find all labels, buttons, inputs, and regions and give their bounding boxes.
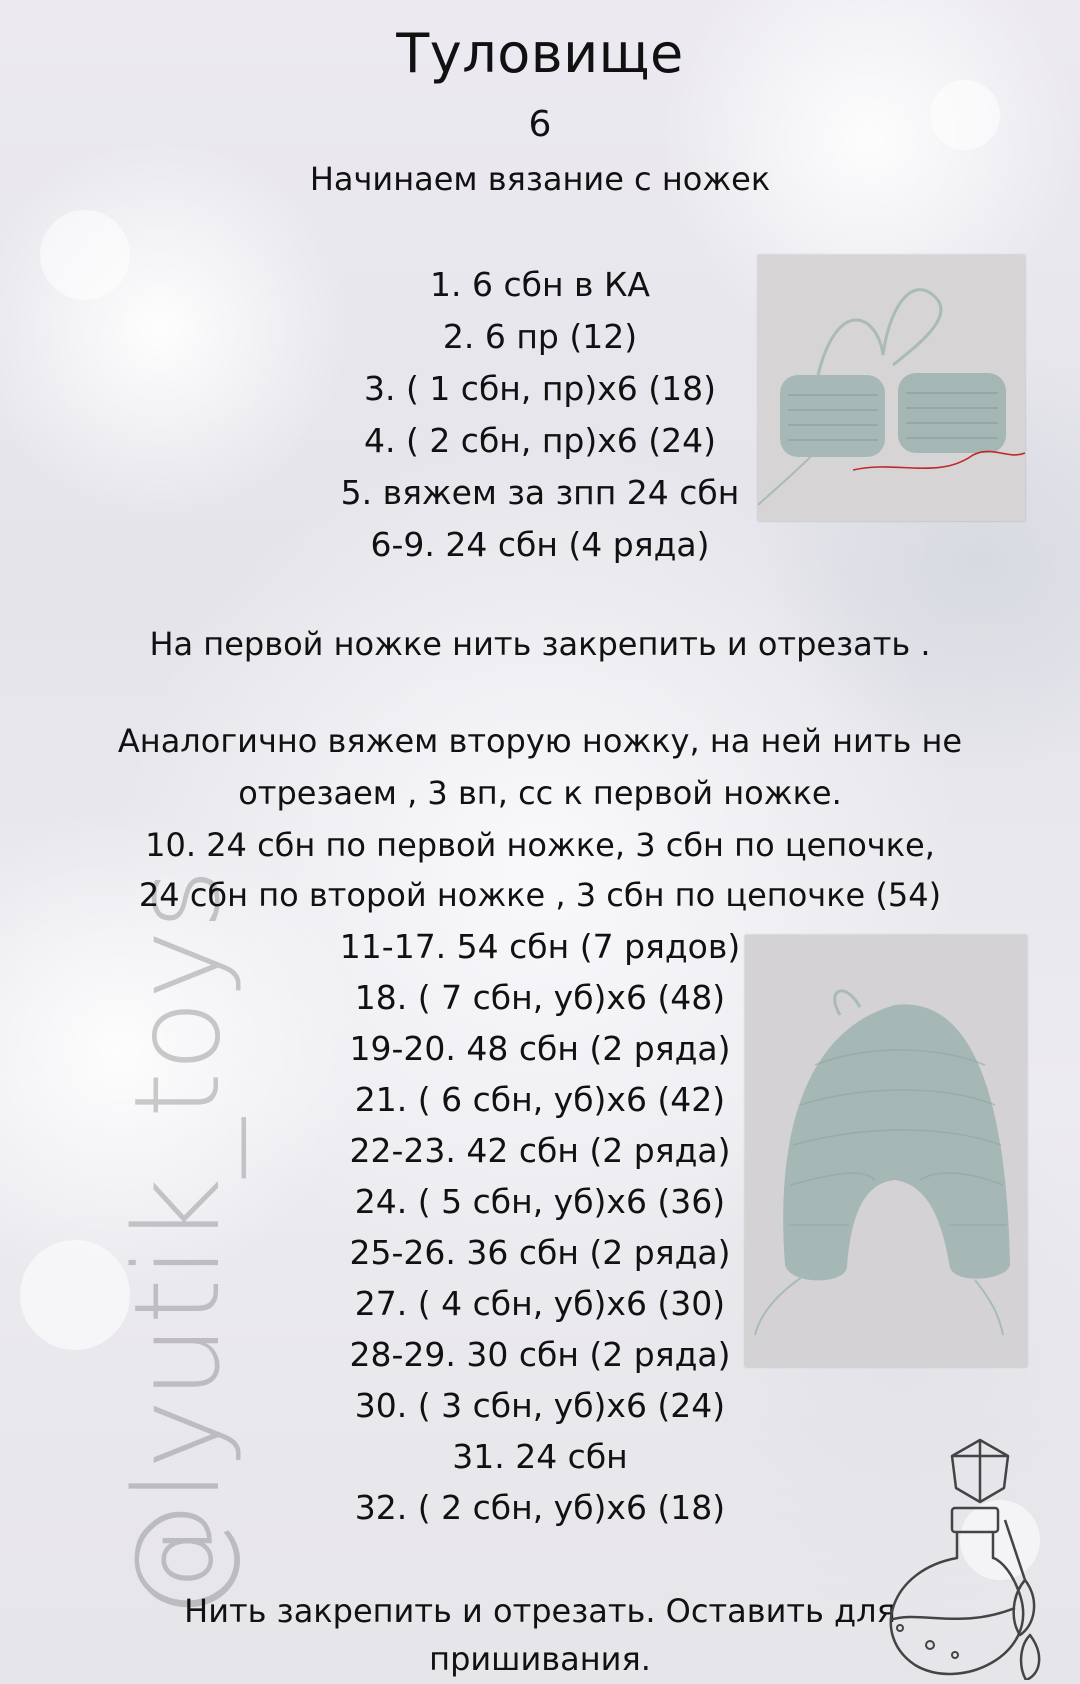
- paragraph-line: 24 сбн по второй ножке , 3 сбн по цепочке (54): [138, 876, 942, 914]
- list-item: 18. ( 7 сбн, уб)х6 (48): [354, 978, 726, 1017]
- list-item: 1. 6 сбн в КА: [430, 265, 650, 304]
- list-item: 6-9. 24 сбн (4 ряда): [370, 525, 710, 564]
- page-title: Туловище: [396, 22, 684, 85]
- list-item: 31. 24 сбн: [452, 1437, 628, 1476]
- list-item: 5. вяжем за зпп 24 сбн: [340, 473, 740, 512]
- list-item: 32. ( 2 сбн, уб)х6 (18): [354, 1488, 726, 1527]
- list-item: 3. ( 1 сбн, пр)х6 (18): [363, 369, 717, 408]
- crochet-legs-photo: [758, 255, 1025, 521]
- list-item: 21. ( 6 сбн, уб)х6 (42): [354, 1080, 726, 1119]
- first-leg-note: На первой ножке нить закрепить и отрезать .: [149, 625, 931, 663]
- list-item: 24. ( 5 сбн, уб)х6 (36): [354, 1182, 726, 1221]
- watermark: @lyutik_toys: [108, 868, 246, 1620]
- ending-line: пришивания.: [429, 1640, 651, 1678]
- list-item: 30. ( 3 сбн, уб)х6 (24): [354, 1386, 726, 1425]
- paragraph-line: Аналогично вяжем вторую ножку, на ней нить не: [117, 722, 963, 760]
- list-item: 25-26. 36 сбн (2 ряда): [349, 1233, 731, 1272]
- list-item: 28-29. 30 сбн (2 ряда): [349, 1335, 731, 1374]
- part-number: 6: [528, 104, 552, 145]
- list-item: 19-20. 48 сбн (2 ряда): [349, 1029, 731, 1068]
- paragraph-line: отрезаем , 3 вп, сс к первой ножке.: [238, 774, 842, 812]
- potion-bottle-icon: [830, 1430, 1050, 1684]
- paragraph-line: 10. 24 сбн по первой ножке, 3 сбн по цепочке,: [145, 826, 935, 864]
- subtitle: Начинаем вязание с ножек: [309, 160, 771, 198]
- list-item: 27. ( 4 сбн, уб)х6 (30): [354, 1284, 726, 1323]
- crochet-body-photo: [745, 935, 1027, 1367]
- list-item: 22-23. 42 сбн (2 ряда): [349, 1131, 731, 1170]
- list-item: 4. ( 2 сбн, пр)х6 (24): [363, 421, 717, 460]
- list-item: 11-17. 54 сбн (7 рядов): [339, 927, 741, 966]
- ending-line: Нить закрепить и отрезать. Оставить для: [184, 1592, 896, 1630]
- list-item: 2. 6 пр (12): [442, 317, 638, 356]
